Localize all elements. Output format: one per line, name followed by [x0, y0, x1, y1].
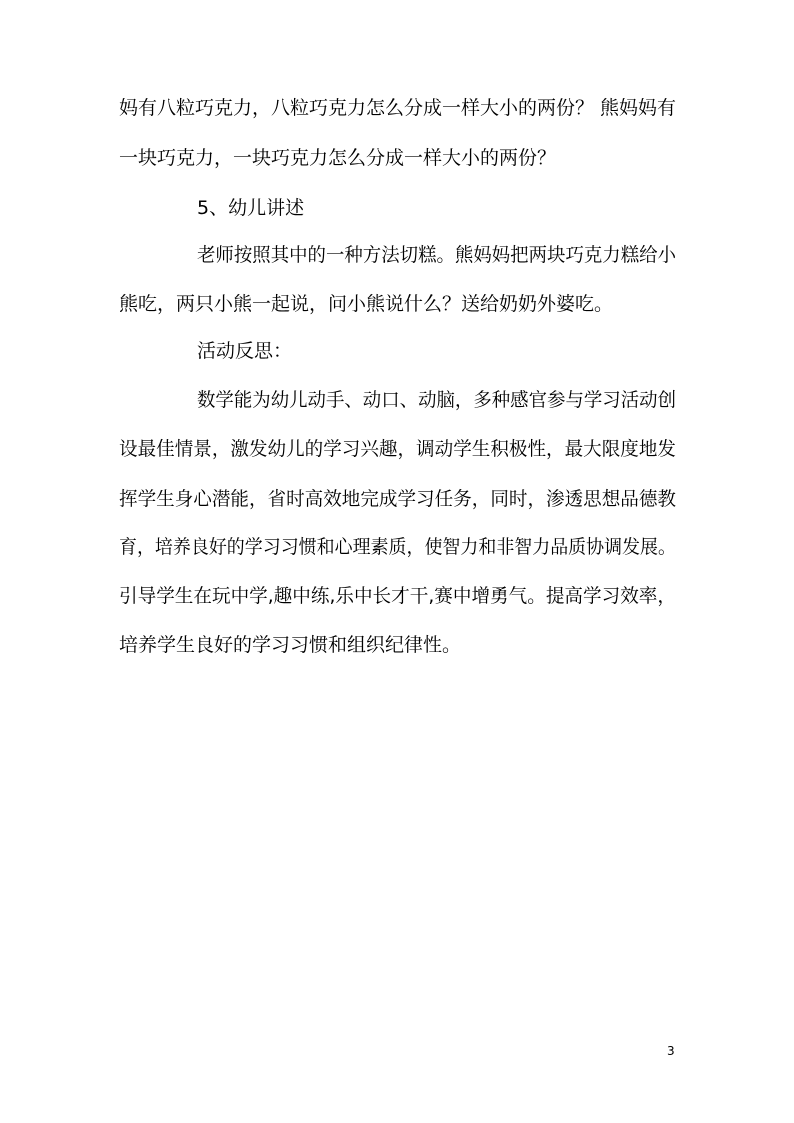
paragraph-continuation-line: 一块巧克力，一块巧克力怎么分成一样大小的两份？ [119, 147, 557, 169]
paragraph-continuation-line: 引导学生在玩中学,趣中练,乐中长才干,赛中增勇气。提高学习效率， [119, 585, 676, 607]
paragraph-continuation-line: 设最佳情景，激发幼儿的学习兴趣，调动学生积极性，最大限度地发 [119, 438, 676, 460]
paragraph-continuation-line: 熊吃，两只小熊一起说，问小熊说什么？送给奶奶外婆吃。 [119, 293, 614, 315]
section-heading: 活动反思： [197, 340, 293, 362]
paragraph-continuation-line: 妈有八粒巧克力，八粒巧克力怎么分成一样大小的两份？ 熊妈妈有 [119, 97, 676, 119]
paragraph-continuation-line: 培养学生良好的学习习惯和组织纪律性。 [119, 634, 462, 656]
paragraph-continuation-line: 挥学生身心潜能，省时高效地完成学习任务，同时，渗透思想品德教 [119, 488, 676, 510]
paragraph-continuation-line: 育，培养良好的学习习惯和心理素质，使智力和非智力品质协调发展。 [119, 536, 676, 558]
paragraph-first-line: 数学能为幼儿动手、动口、动脑，多种感官参与学习活动创 [197, 389, 676, 411]
paragraph-first-line: 老师按照其中的一种方法切糕。熊妈妈把两块巧克力糕给小 [197, 244, 676, 266]
section-heading: 5、幼儿讲述 [197, 197, 305, 219]
page-number: 3 [667, 1044, 675, 1058]
